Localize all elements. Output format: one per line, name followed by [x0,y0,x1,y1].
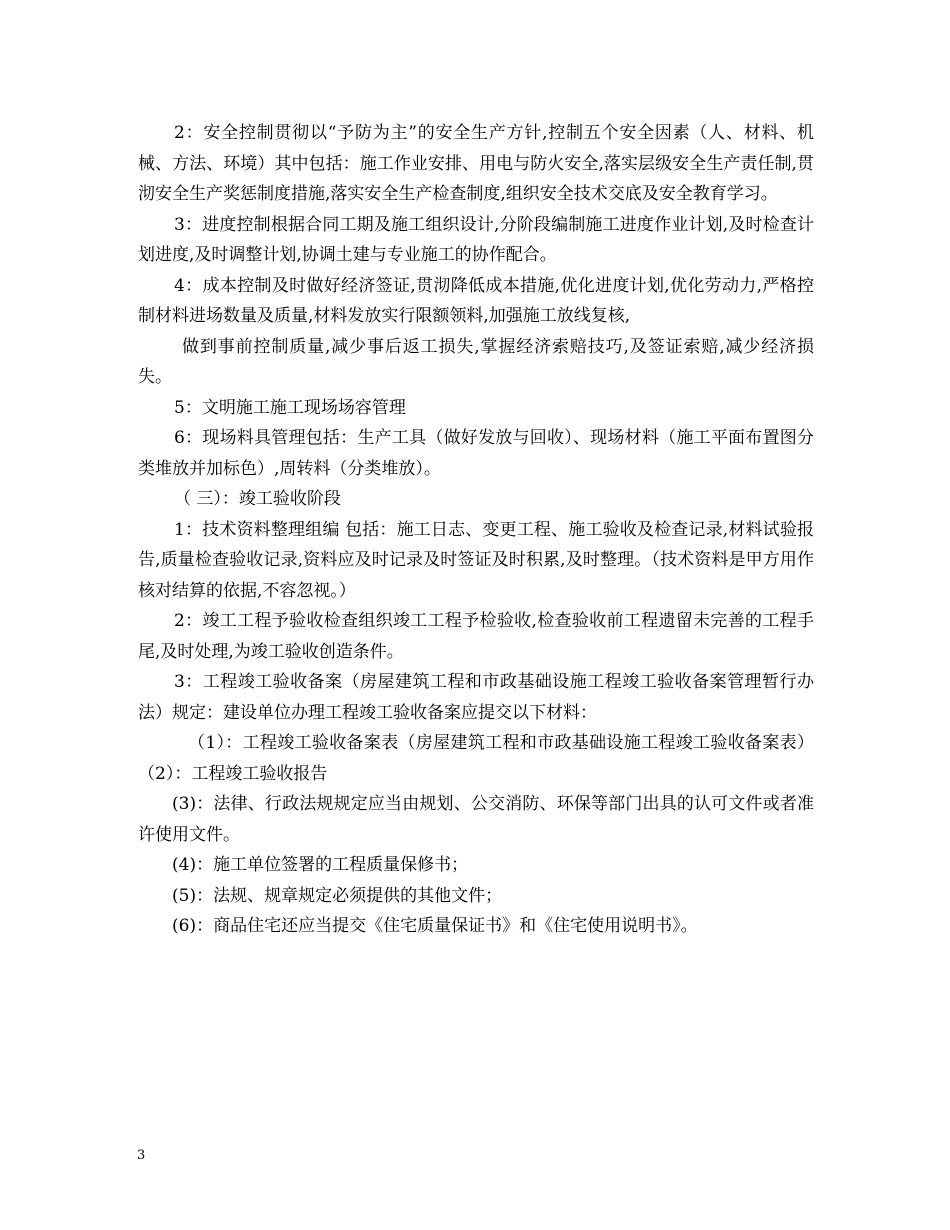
section-heading-completion: （ 三）：竣工验收阶段 [174,489,341,509]
paragraph-acceptance-filing: 3：工程竣工验收备案（房屋建筑工程和市政基础设施工程竣工验收备案管理暂行办法）规定：建设单位办理工程竣工验收备案应提交以下材料： [138,672,814,723]
paragraph-schedule-control: 3：进度控制根据合同工期及施工组织设计,分阶段编制施工进度作业计划,及时检查计划进度,及时调整计划,协调土建与专业施工的协作配合。 [138,214,814,265]
page-number: 3 [137,1148,146,1163]
paragraph-civilized-construction: 5：文明施工施工现场场容管理 [174,397,406,418]
paragraph-safety-control: 2：安全控制贯彻以“予防为主”的安全生产方针,控制五个安全因素（人、材料、机械、方法、环境）其中包括：施工作业安排、用电与防火安全,落实层级安全生产责任制,贯沏安全生产奖惩制度措施,落实安全生产检查制度,组织安全技术交底及安全教育学习。 [138,123,814,204]
list-item-3: (3)：法律、行政法规规定应当由规划、公交消防、环保等部门出具的认可文件或者准许使用文件。 [138,794,814,845]
document-body [138,118,814,942]
list-item-4: (4)：施工单位签署的工程质量保修书； [172,855,469,875]
paragraph-technical-documents: 1：技术资料整理组编 包括：施工日志、变更工程、施工验收及检查记录,材料试验报告,质量检查验收记录,资料应及时记录及时签证及时积累,及时整理。（技术资料是甲方用作核对结算的依据,不容忽视。） [138,519,814,601]
paragraph-cost-control: 4：成本控制及时做好经济签证,贯沏降低成本措施,优化进度计划,优化劳动力,严格控制材料进场数量及质量,材料发放实行限额领料,加强施工放线复核, [138,275,814,326]
list-item-6: (6)：商品住宅还应当提交《住宅质量保证书》和《住宅使用说明书》。 [172,916,698,936]
paragraph-pre-acceptance: 2：竣工工程予验收检查组织竣工工程予检验收,检查验收前工程遗留未完善的工程手尾,及时处理,为竣工验收创造条件。 [138,611,814,662]
list-item-5: (5)：法规、规章规定必须提供的其他文件； [172,885,503,906]
list-item-1-2: （1）：工程竣工验收备案表（房屋建筑工程和市政基础设施工程竣工验收备案表）（2）：工程竣工验收报告 [138,733,814,784]
paragraph-cost-control-continued: 做到事前控制质量,减少事后返工损失,掌握经济索赔技巧,及签证索赔,减少经济损失。 [138,336,814,387]
paragraph-site-materials: 6：现场料具管理包括：生产工具（做好发放与回收）、现场材料（施工平面布置图分类堆放并加标色）,周转料（分类堆放）。 [138,428,814,479]
